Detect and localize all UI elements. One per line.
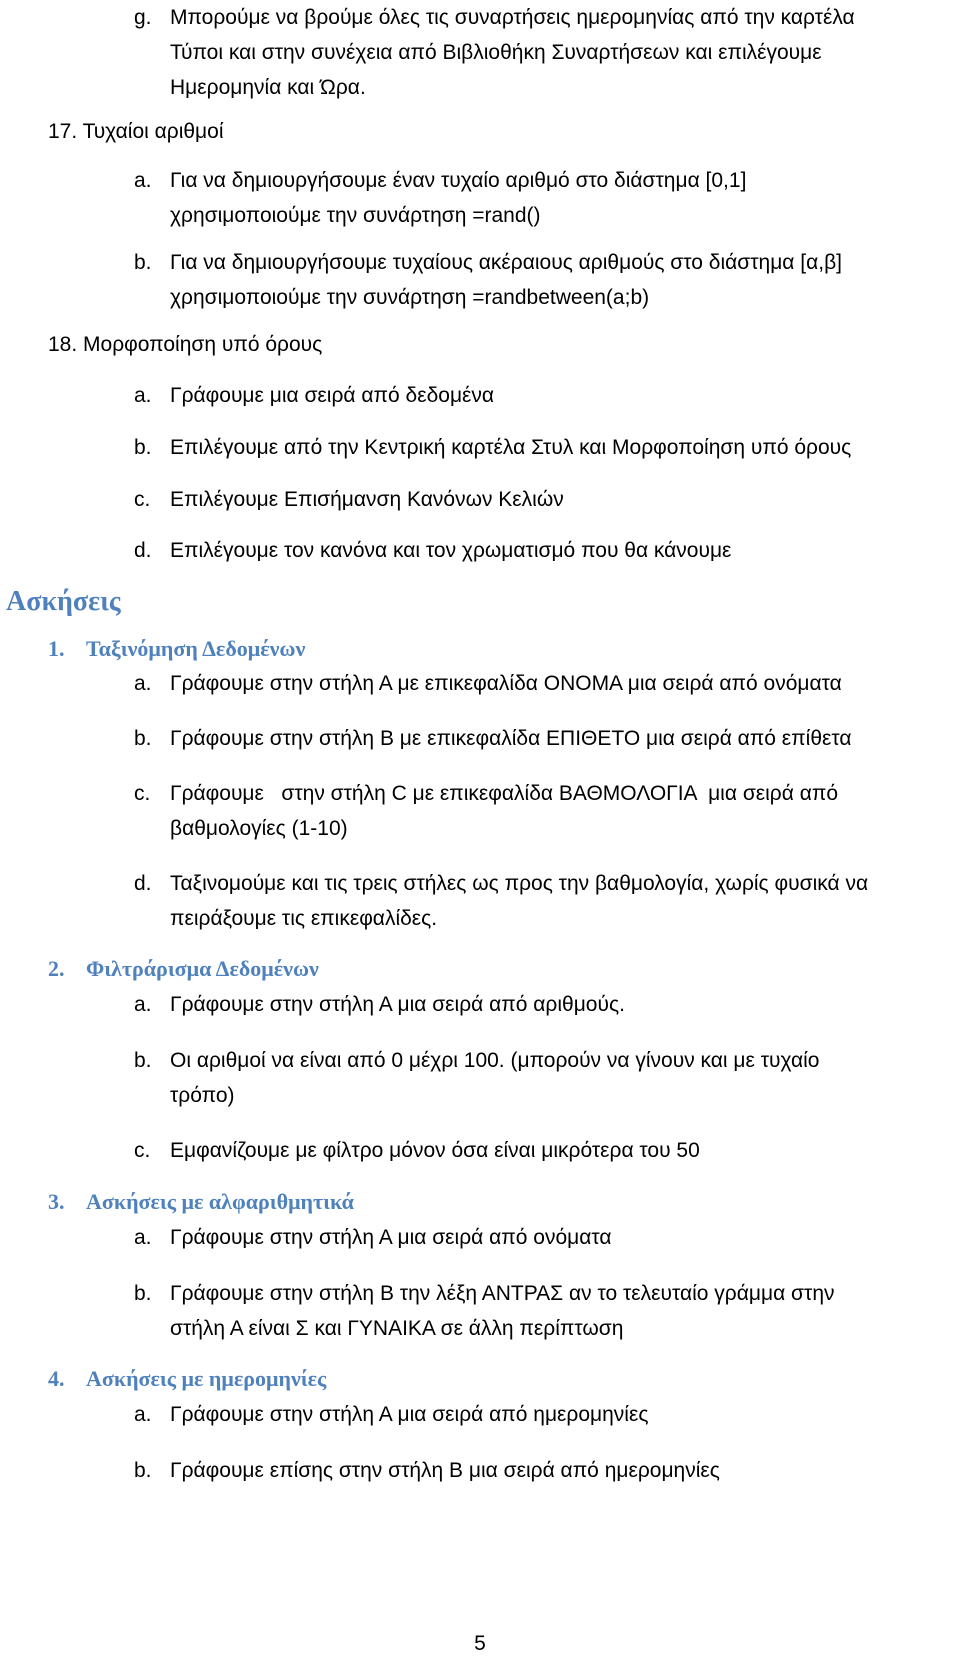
item-text-line: Για να δημιουργήσουμε τυχαίους ακέραιους αριθμούς στο διάστημα [α,β] bbox=[170, 251, 843, 274]
item-label: c. bbox=[134, 488, 151, 511]
item-label: b. bbox=[134, 1459, 152, 1482]
item-label: b. bbox=[134, 251, 152, 274]
section-title: Μορφοποίηση υπό όρους bbox=[83, 333, 323, 356]
list-item bbox=[134, 1276, 960, 1346]
section-number: 17. bbox=[48, 120, 78, 143]
item-text-line: Μπορούμε να βρούμε όλες τις συναρτήσεις ημερομηνίας από την καρτέλα bbox=[170, 6, 855, 29]
item-label: d. bbox=[134, 872, 152, 895]
list-item bbox=[134, 482, 960, 517]
item-text-line: Γράφουμε μια σειρά από δεδομένα bbox=[170, 384, 495, 407]
item-label: a. bbox=[134, 672, 152, 695]
item-label: a. bbox=[134, 993, 152, 1016]
item-label: a. bbox=[134, 1403, 152, 1426]
exercise-number: 1. bbox=[48, 636, 65, 661]
item-text-line: Γράφουμε στην στήλη Α με επικεφαλίδα ΟΝΟΜΑ μια σειρά από ονόματα bbox=[170, 672, 842, 695]
page-number: 5 bbox=[474, 1632, 486, 1655]
item-text-line: Ταξινομούμε και τις τρεις στήλες ως προς την βαθμολογία, χωρίς φυσικά να bbox=[170, 872, 869, 895]
list-item bbox=[134, 163, 960, 233]
item-text-line: στήλη Α είναι Σ και ΓΥΝΑΙΚΑ σε άλλη περίπτωση bbox=[170, 1317, 624, 1340]
item-text-line: πειράξουμε τις επικεφαλίδες. bbox=[170, 907, 438, 930]
item-label: b. bbox=[134, 1049, 152, 1072]
list-item bbox=[134, 866, 960, 936]
section-17-heading bbox=[48, 114, 224, 149]
list-item bbox=[134, 430, 960, 465]
exercise-title: Ασκήσεις με ημερομηνίες bbox=[86, 1366, 327, 1391]
item-text-line: τρόπο) bbox=[170, 1084, 235, 1107]
list-item bbox=[134, 245, 960, 315]
list-item bbox=[134, 1220, 960, 1255]
item-text-line: Οι αριθμοί να είναι από 0 μέχρι 100. (μπορούν να γίνουν και με τυχαίο bbox=[170, 1049, 820, 1072]
exercise-number: 4. bbox=[48, 1366, 65, 1391]
item-label: c. bbox=[134, 782, 151, 805]
item-label: a. bbox=[134, 1226, 152, 1249]
exercises-heading: Ασκήσεις bbox=[6, 586, 121, 617]
section-title: Τυχαίοι αριθμοί bbox=[82, 120, 224, 143]
item-label: b. bbox=[134, 436, 152, 459]
exercise-number: 2. bbox=[48, 956, 65, 981]
exercise-1-heading bbox=[48, 634, 305, 664]
item-text-line: Γράφουμε στην στήλη Α μια σειρά από ονόματα bbox=[170, 1226, 612, 1249]
exercise-2-heading bbox=[48, 954, 319, 984]
exercise-title: Ασκήσεις με αλφαριθμητικά bbox=[86, 1189, 354, 1214]
section-number: 18. bbox=[48, 333, 78, 356]
exercise-title: Ταξινόμηση Δεδομένων bbox=[86, 636, 306, 661]
list-item-g bbox=[134, 0, 960, 105]
exercise-title: Φιλτράρισμα Δεδομένων bbox=[86, 956, 319, 981]
item-text-line: βαθμολογίες (1-10) bbox=[170, 817, 348, 840]
item-label: b. bbox=[134, 1282, 152, 1305]
item-text-line: Γράφουμε στην στήλη Α μια σειρά από αριθμούς. bbox=[170, 993, 625, 1016]
list-item bbox=[134, 1043, 960, 1113]
list-item bbox=[134, 666, 960, 701]
item-text-line: χρησιμοποιούμε την συνάρτηση =rand() bbox=[170, 204, 541, 227]
list-item bbox=[134, 987, 960, 1022]
list-item bbox=[134, 721, 960, 756]
item-text-line: Ημερομηνία και Ώρα. bbox=[170, 76, 366, 99]
item-text-line: Επιλέγουμε Επισήμανση Κανόνων Κελιών bbox=[170, 488, 564, 511]
list-item bbox=[134, 533, 960, 568]
item-label: a. bbox=[134, 384, 152, 407]
section-18-heading bbox=[48, 327, 322, 362]
item-label: d. bbox=[134, 539, 152, 562]
item-text-line: Γράφουμε στην στήλη Β την λέξη ΑΝΤΡΑΣ αν το τελευταίο γράμμα στην bbox=[170, 1282, 835, 1305]
item-label: a. bbox=[134, 169, 152, 192]
item-text-line: Γράφουμε στην στήλη Α μια σειρά από ημερομηνίες bbox=[170, 1403, 649, 1426]
item-text-line: χρησιμοποιούμε την συνάρτηση =randbetween(a;b) bbox=[170, 286, 650, 309]
item-label: c. bbox=[134, 1139, 151, 1162]
list-item bbox=[134, 1133, 960, 1168]
item-text-line: Επιλέγουμε τον κανόνα και τον χρωματισμό που θα κάνουμε bbox=[170, 539, 732, 562]
exercise-3-heading bbox=[48, 1187, 354, 1217]
item-text-line: Γράφουμε επίσης στην στήλη Β μια σειρά από ημερομηνίες bbox=[170, 1459, 720, 1482]
item-text-line: Επιλέγουμε από την Κεντρική καρτέλα Στυλ και Μορφοποίηση υπό όρους bbox=[170, 436, 852, 459]
item-label: b. bbox=[134, 727, 152, 750]
item-text-line: Εμφανίζουμε με φίλτρο μόνον όσα είναι μικρότερα του 50 bbox=[170, 1139, 700, 1162]
list-item bbox=[134, 1397, 960, 1432]
item-text-line: Γράφουμε στην στήλη C με επικεφαλίδα ΒΑΘΜΟΛΟΓΙΑ μια σειρά από bbox=[170, 782, 839, 805]
list-item bbox=[134, 378, 960, 413]
item-label: g. bbox=[134, 6, 152, 29]
list-item bbox=[134, 776, 960, 846]
item-text-line: Τύποι και στην συνέχεια από Βιβλιοθήκη Συναρτήσεων και επιλέγουμε bbox=[170, 41, 822, 64]
item-text-line: Γράφουμε στην στήλη Β με επικεφαλίδα ΕΠΙΘΕΤΟ μια σειρά από επίθετα bbox=[170, 727, 852, 750]
list-item bbox=[134, 1453, 960, 1488]
exercise-number: 3. bbox=[48, 1189, 65, 1214]
exercise-4-heading bbox=[48, 1364, 326, 1394]
item-text-line: Για να δημιουργήσουμε έναν τυχαίο αριθμό στο διάστημα [0,1] bbox=[170, 169, 747, 192]
